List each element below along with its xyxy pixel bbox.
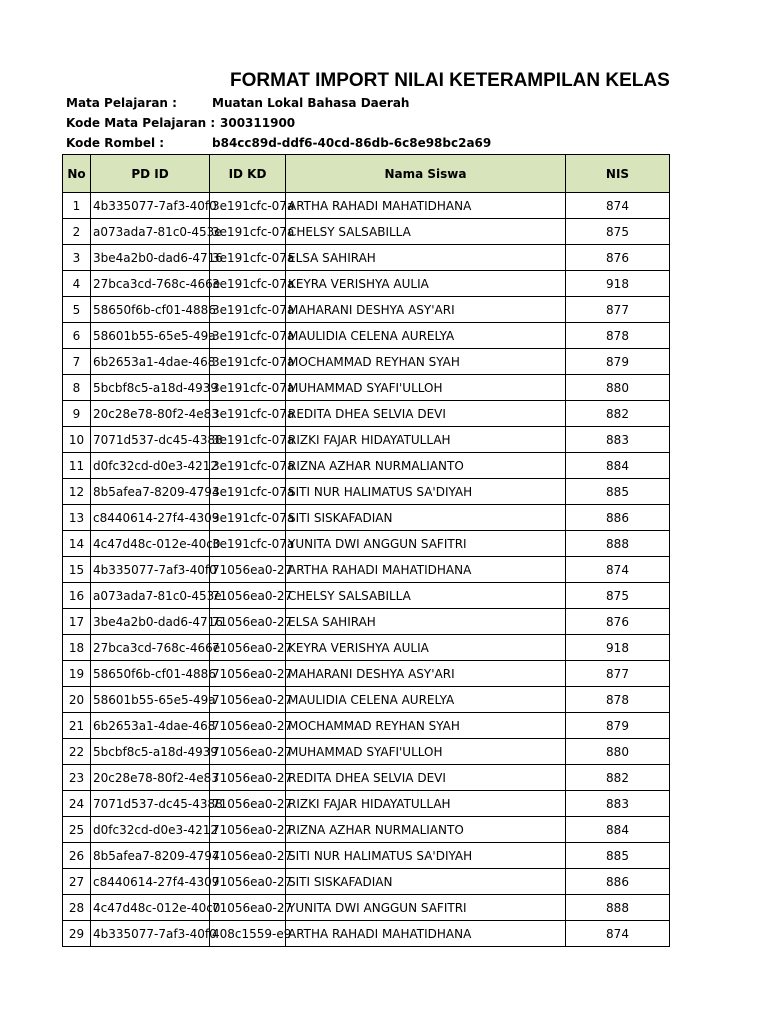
cell-pd-id: 58601b55-65e5-49a — [91, 687, 210, 713]
cell-nis: 886 — [566, 869, 670, 895]
cell-pd-id: 3be4a2b0-dad6-4716 — [91, 245, 210, 271]
cell-pd-id: 58650f6b-cf01-4886 — [91, 297, 210, 323]
cell-id-kd: 71056ea0-27 — [210, 817, 286, 843]
table-body — [63, 193, 670, 947]
table-row — [63, 245, 670, 271]
cell-nama-siswa: RIZKI FAJAR HIDAYATULLAH — [286, 427, 566, 453]
kode-mapel-value: 300311900 — [220, 116, 296, 130]
grade-table — [62, 154, 670, 947]
kode-mapel-label: Kode Mata Pelajaran : — [66, 116, 216, 130]
table-row — [63, 505, 670, 531]
cell-nis: 876 — [566, 609, 670, 635]
cell-nis: 875 — [566, 583, 670, 609]
cell-id-kd: 3e191cfc-07a — [210, 453, 286, 479]
cell-nama-siswa: KEYRA VERISHYA AULIA — [286, 271, 566, 297]
cell-id-kd: 3e191cfc-07a — [210, 193, 286, 219]
cell-no: 5 — [63, 297, 91, 323]
cell-pd-id: c8440614-27f4-4309 — [91, 505, 210, 531]
cell-id-kd: 71056ea0-27 — [210, 661, 286, 687]
kode-rombel-label: Kode Rombel : — [66, 136, 165, 150]
cell-pd-id: 6b2653a1-4dae-468 — [91, 349, 210, 375]
cell-no: 18 — [63, 635, 91, 661]
cell-pd-id: c8440614-27f4-4309 — [91, 869, 210, 895]
cell-nama-siswa: SITI SISKAFADIAN — [286, 869, 566, 895]
cell-pd-id: 20c28e78-80f2-4e83 — [91, 765, 210, 791]
cell-no: 1 — [63, 193, 91, 219]
cell-no: 29 — [63, 921, 91, 947]
cell-pd-id: a073ada7-81c0-453e — [91, 583, 210, 609]
cell-nama-siswa: SITI NUR HALIMATUS SA'DIYAH — [286, 479, 566, 505]
cell-nama-siswa: SITI NUR HALIMATUS SA'DIYAH — [286, 843, 566, 869]
cell-no: 3 — [63, 245, 91, 271]
cell-id-kd: 3e191cfc-07a — [210, 505, 286, 531]
table-row — [63, 583, 670, 609]
cell-nama-siswa: MUHAMMAD SYAFI'ULLOH — [286, 739, 566, 765]
cell-no: 26 — [63, 843, 91, 869]
table-row — [63, 713, 670, 739]
cell-nis: 875 — [566, 219, 670, 245]
header-nis: NIS — [566, 155, 670, 193]
cell-id-kd: 3e191cfc-07a — [210, 323, 286, 349]
table-row — [63, 635, 670, 661]
table-row — [63, 401, 670, 427]
cell-id-kd: 3e191cfc-07a — [210, 349, 286, 375]
cell-id-kd: 71056ea0-27 — [210, 765, 286, 791]
cell-nama-siswa: ELSA SAHIRAH — [286, 245, 566, 271]
cell-no: 10 — [63, 427, 91, 453]
table-row — [63, 869, 670, 895]
cell-nama-siswa: MAHARANI DESHYA ASY'ARI — [286, 297, 566, 323]
cell-pd-id: 7071d537-dc45-4388 — [91, 427, 210, 453]
cell-nis: 918 — [566, 271, 670, 297]
cell-nis: 885 — [566, 843, 670, 869]
cell-no: 27 — [63, 869, 91, 895]
header-pd-id: PD ID — [91, 155, 210, 193]
cell-no: 13 — [63, 505, 91, 531]
kode-rombel-value: b84cc89d-ddf6-40cd-86db-6c8e98bc2a69 — [212, 136, 492, 150]
cell-id-kd: 71056ea0-27 — [210, 687, 286, 713]
cell-nis: 884 — [566, 453, 670, 479]
cell-id-kd: 3e191cfc-07a — [210, 401, 286, 427]
cell-pd-id: 5bcbf8c5-a18d-4939 — [91, 739, 210, 765]
cell-id-kd: 71056ea0-27 — [210, 895, 286, 921]
cell-pd-id: 5bcbf8c5-a18d-4939 — [91, 375, 210, 401]
cell-nama-siswa: MOCHAMMAD REYHAN SYAH — [286, 349, 566, 375]
cell-id-kd: 3e191cfc-07a — [210, 219, 286, 245]
table-row — [63, 479, 670, 505]
cell-pd-id: 4c47d48c-012e-40c0 — [91, 531, 210, 557]
cell-id-kd: 3e191cfc-07a — [210, 271, 286, 297]
cell-nis: 888 — [566, 895, 670, 921]
cell-nis: 880 — [566, 375, 670, 401]
cell-id-kd: 71056ea0-27 — [210, 869, 286, 895]
cell-nis: 882 — [566, 765, 670, 791]
table-header-row — [63, 155, 670, 193]
cell-no: 7 — [63, 349, 91, 375]
cell-id-kd: 3e191cfc-07a — [210, 245, 286, 271]
cell-no: 17 — [63, 609, 91, 635]
cell-no: 8 — [63, 375, 91, 401]
cell-id-kd: 71056ea0-27 — [210, 635, 286, 661]
table-row — [63, 765, 670, 791]
cell-nama-siswa: MAULIDIA CELENA AURELYA — [286, 687, 566, 713]
cell-pd-id: 4c47d48c-012e-40c0 — [91, 895, 210, 921]
cell-no: 24 — [63, 791, 91, 817]
cell-no: 11 — [63, 453, 91, 479]
cell-id-kd: 408c1559-e9 — [210, 921, 286, 947]
cell-nis: 883 — [566, 791, 670, 817]
cell-pd-id: 7071d537-dc45-4388 — [91, 791, 210, 817]
cell-nama-siswa: RIZNA AZHAR NURMALIANTO — [286, 453, 566, 479]
cell-nis: 918 — [566, 635, 670, 661]
table-row — [63, 193, 670, 219]
cell-pd-id: 20c28e78-80f2-4e83 — [91, 401, 210, 427]
cell-nama-siswa: ELSA SAHIRAH — [286, 609, 566, 635]
cell-nis: 877 — [566, 661, 670, 687]
cell-id-kd: 3e191cfc-07a — [210, 427, 286, 453]
cell-nis: 879 — [566, 349, 670, 375]
cell-pd-id: 4b335077-7af3-40f0 — [91, 193, 210, 219]
table-row — [63, 349, 670, 375]
table-row — [63, 219, 670, 245]
cell-no: 22 — [63, 739, 91, 765]
cell-nama-siswa: KEYRA VERISHYA AULIA — [286, 635, 566, 661]
cell-nama-siswa: YUNITA DWI ANGGUN SAFITRI — [286, 895, 566, 921]
cell-pd-id: a073ada7-81c0-453e — [91, 219, 210, 245]
cell-no: 20 — [63, 687, 91, 713]
cell-nis: 888 — [566, 531, 670, 557]
table-row — [63, 687, 670, 713]
cell-no: 21 — [63, 713, 91, 739]
cell-pd-id: 8b5afea7-8209-4794 — [91, 479, 210, 505]
table-row — [63, 271, 670, 297]
cell-nis: 878 — [566, 323, 670, 349]
cell-nis: 885 — [566, 479, 670, 505]
cell-id-kd: 3e191cfc-07a — [210, 297, 286, 323]
table-row — [63, 297, 670, 323]
cell-nama-siswa: ARTHA RAHADI MAHATIDHANA — [286, 557, 566, 583]
cell-id-kd: 3e191cfc-07a — [210, 479, 286, 505]
cell-id-kd: 71056ea0-27 — [210, 583, 286, 609]
cell-nis: 883 — [566, 427, 670, 453]
cell-nis: 874 — [566, 921, 670, 947]
cell-id-kd: 3e191cfc-07a — [210, 531, 286, 557]
cell-nis: 876 — [566, 245, 670, 271]
table-row — [63, 375, 670, 401]
cell-nis: 877 — [566, 297, 670, 323]
cell-id-kd: 71056ea0-27 — [210, 609, 286, 635]
cell-nis: 884 — [566, 817, 670, 843]
cell-nama-siswa: MUHAMMAD SYAFI'ULLOH — [286, 375, 566, 401]
table-row — [63, 843, 670, 869]
cell-nama-siswa: MAHARANI DESHYA ASY'ARI — [286, 661, 566, 687]
cell-nis: 878 — [566, 687, 670, 713]
cell-nama-siswa: REDITA DHEA SELVIA DEVI — [286, 765, 566, 791]
cell-no: 28 — [63, 895, 91, 921]
table-row — [63, 817, 670, 843]
table-row — [63, 453, 670, 479]
cell-no: 4 — [63, 271, 91, 297]
mapel-label: Mata Pelajaran : — [66, 96, 177, 110]
table-row — [63, 921, 670, 947]
cell-no: 19 — [63, 661, 91, 687]
cell-id-kd: 71056ea0-27 — [210, 713, 286, 739]
table-row — [63, 557, 670, 583]
cell-no: 6 — [63, 323, 91, 349]
table-row — [63, 661, 670, 687]
table-row — [63, 427, 670, 453]
cell-pd-id: 4b335077-7af3-40f0 — [91, 921, 210, 947]
cell-id-kd: 71056ea0-27 — [210, 739, 286, 765]
table-row — [63, 739, 670, 765]
cell-pd-id: 8b5afea7-8209-4794 — [91, 843, 210, 869]
cell-nama-siswa: RIZNA AZHAR NURMALIANTO — [286, 817, 566, 843]
cell-id-kd: 71056ea0-27 — [210, 843, 286, 869]
table-row — [63, 609, 670, 635]
cell-id-kd: 71056ea0-27 — [210, 791, 286, 817]
cell-nama-siswa: ARTHA RAHADI MAHATIDHANA — [286, 193, 566, 219]
table-row — [63, 895, 670, 921]
cell-nis: 874 — [566, 193, 670, 219]
table-row — [63, 323, 670, 349]
cell-nama-siswa: CHELSY SALSABILLA — [286, 219, 566, 245]
cell-nama-siswa: SITI SISKAFADIAN — [286, 505, 566, 531]
cell-nis: 882 — [566, 401, 670, 427]
cell-nama-siswa: YUNITA DWI ANGGUN SAFITRI — [286, 531, 566, 557]
cell-nama-siswa: CHELSY SALSABILLA — [286, 583, 566, 609]
cell-pd-id: 58601b55-65e5-49a — [91, 323, 210, 349]
cell-no: 12 — [63, 479, 91, 505]
cell-no: 9 — [63, 401, 91, 427]
cell-pd-id: 4b335077-7af3-40f0 — [91, 557, 210, 583]
cell-pd-id: 27bca3cd-768c-466e — [91, 271, 210, 297]
page-title: FORMAT IMPORT NILAI KETERAMPILAN KELAS — [230, 70, 670, 91]
cell-no: 23 — [63, 765, 91, 791]
cell-pd-id: d0fc32cd-d0e3-4212 — [91, 817, 210, 843]
cell-pd-id: 3be4a2b0-dad6-4716 — [91, 609, 210, 635]
header-nama-siswa: Nama Siswa — [286, 155, 566, 193]
cell-nis: 886 — [566, 505, 670, 531]
cell-no: 2 — [63, 219, 91, 245]
cell-nis: 874 — [566, 557, 670, 583]
cell-nis: 879 — [566, 713, 670, 739]
cell-no: 16 — [63, 583, 91, 609]
header-id-kd: ID KD — [210, 155, 286, 193]
cell-no: 14 — [63, 531, 91, 557]
header-no: No — [63, 155, 91, 193]
cell-no: 15 — [63, 557, 91, 583]
cell-nama-siswa: MOCHAMMAD REYHAN SYAH — [286, 713, 566, 739]
cell-id-kd: 71056ea0-27 — [210, 557, 286, 583]
cell-nama-siswa: REDITA DHEA SELVIA DEVI — [286, 401, 566, 427]
cell-nama-siswa: RIZKI FAJAR HIDAYATULLAH — [286, 791, 566, 817]
cell-pd-id: 6b2653a1-4dae-468 — [91, 713, 210, 739]
table-row — [63, 791, 670, 817]
cell-nama-siswa: MAULIDIA CELENA AURELYA — [286, 323, 566, 349]
cell-id-kd: 3e191cfc-07a — [210, 375, 286, 401]
table-row — [63, 531, 670, 557]
cell-nis: 880 — [566, 739, 670, 765]
cell-no: 25 — [63, 817, 91, 843]
cell-pd-id: d0fc32cd-d0e3-4212 — [91, 453, 210, 479]
cell-pd-id: 58650f6b-cf01-4886 — [91, 661, 210, 687]
cell-nama-siswa: ARTHA RAHADI MAHATIDHANA — [286, 921, 566, 947]
mapel-value: Muatan Lokal Bahasa Daerah — [212, 96, 410, 110]
cell-pd-id: 27bca3cd-768c-466e — [91, 635, 210, 661]
